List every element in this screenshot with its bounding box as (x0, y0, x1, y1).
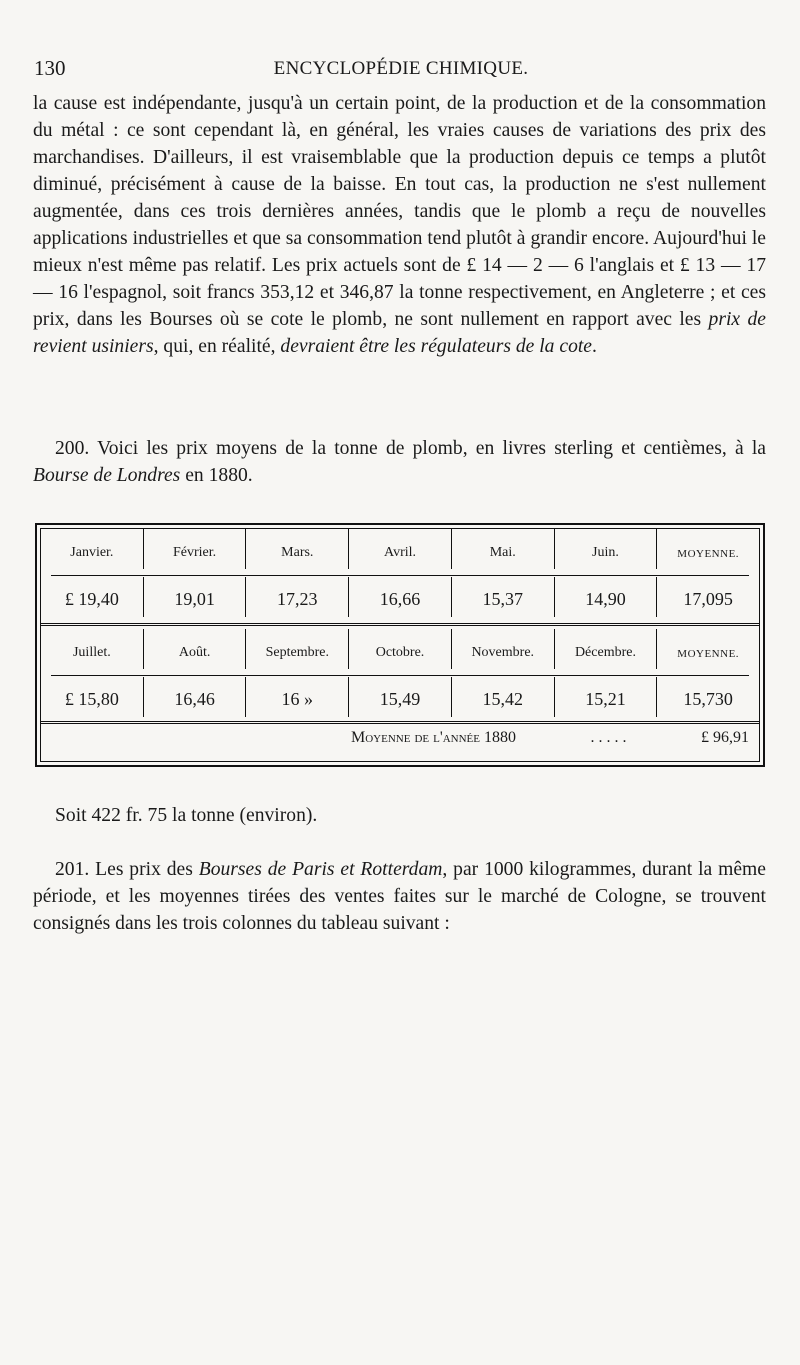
header-cell: Août. (144, 629, 247, 669)
paragraph-2-text-b: en 1880. (180, 465, 253, 486)
price-table (35, 523, 765, 767)
paragraph-1 (33, 90, 766, 360)
value-cell: 16,46 (144, 677, 247, 717)
header-cell: Juillet. (41, 629, 144, 669)
paragraph-3 (33, 802, 766, 829)
value-cell: £ 19,40 (41, 577, 144, 617)
paragraph-1-emphasis-2: devraient être les régulateurs de la cote (280, 336, 593, 357)
header-cell-moyenne: MOYENNE. (677, 648, 740, 660)
paragraph-2-emphasis: Bourse de Londres (33, 465, 181, 486)
paragraph-4-text-b: , par 1000 kilogrammes, durant la même période, et les moyennes tirées des ventes faites sur le marché de Cologne, se trouvent consignés dans les trois colonnes du tableau suivant : (33, 859, 766, 934)
annual-average-row (351, 729, 749, 747)
value-cell: 14,90 (555, 577, 658, 617)
header-cell: Juin. (555, 529, 658, 569)
paragraph-4-emphasis: Bourses de Paris et Rotterdam (198, 859, 443, 880)
annual-average-label: Moyenne de l'année 1880 (351, 729, 516, 746)
table-value-row-2 (41, 677, 759, 717)
value-cell: 15,49 (349, 677, 452, 717)
annual-average-value: £ 96,91 (700, 729, 749, 746)
paragraph-1-emphasis-1: prix de revient usiniers (33, 309, 766, 357)
value-cell: 15,37 (452, 577, 555, 617)
table-value-row-1 (41, 577, 759, 617)
table-header-row-1 (41, 529, 759, 569)
value-cell: £ 15,80 (41, 677, 144, 717)
header-cell: Février. (144, 529, 247, 569)
running-head: ENCYCLOPÉDIE CHIMIQUE. (273, 58, 529, 79)
paragraph-4 (33, 856, 766, 937)
value-cell: 15,21 (555, 677, 658, 717)
value-cell: 16,66 (349, 577, 452, 617)
annual-average-dots: . . . . . (590, 729, 627, 746)
header-cell-moyenne: MOYENNE. (677, 548, 740, 560)
page-header (34, 56, 768, 86)
value-cell: 17,095 (683, 589, 733, 609)
row-divider (51, 675, 749, 676)
paragraph-1-text-b: , qui, en réalité, (153, 336, 281, 357)
header-cell: Novembre. (452, 629, 555, 669)
value-cell: 16 » (246, 677, 349, 717)
value-cell: 17,23 (246, 577, 349, 617)
page-number: 130 (34, 56, 66, 80)
price-table-inner (40, 528, 760, 762)
row-divider (51, 575, 749, 576)
value-cell: 15,42 (452, 677, 555, 717)
header-cell: Janvier. (41, 529, 144, 569)
header-cell: Mai. (452, 529, 555, 569)
header-cell: Avril. (349, 529, 452, 569)
paragraph-4-text-a: 201. Les prix des (55, 859, 199, 880)
paragraph-2-text-a: 200. Voici les prix moyens de la tonne de plomb, en livres sterling et centièmes, à la (55, 438, 766, 459)
value-cell: 15,730 (683, 689, 733, 709)
header-cell: Mars. (246, 529, 349, 569)
header-cell: Octobre. (349, 629, 452, 669)
paragraph-1-text-c: . (592, 336, 597, 357)
value-cell: 19,01 (144, 577, 247, 617)
paragraph-2 (33, 435, 766, 489)
table-header-row-2 (41, 629, 759, 669)
section-divider (41, 623, 759, 626)
header-cell: Décembre. (555, 629, 658, 669)
paragraph-3-text: Soit 422 fr. 75 la tonne (environ). (55, 805, 318, 826)
paragraph-1-text-a: la cause est indépendante, jusqu'à un certain point, de la production et de la consommation du métal : ce sont cependant là, en général, les vraies causes de variations des prix des marchandises. D'ailleurs, il est vraisemblable que la production depuis ce temps a plutôt diminué, précisément à cause de la baisse. En tout cas, la production ne s'est nullement augmentée, dans ces trois dernières années, tandis que le plomb a reçu de nouvelles applications industrielles et que sa consommation tend plutôt à grandir encore. Aujourd'hui le mieux n'est même pas relatif. Les prix actuels sont de £ 14 — 2 — 6 l'anglais et £ 13 — 17 — 16 l'espagnol, soit francs 353,12 et 346,87 la tonne respectivement, en Angleterre ; et ces prix, dans les Bourses où se cote le plomb, ne sont nullement en rapport avec les (33, 93, 766, 330)
annual-divider (41, 721, 759, 724)
header-cell: Septembre. (246, 629, 349, 669)
